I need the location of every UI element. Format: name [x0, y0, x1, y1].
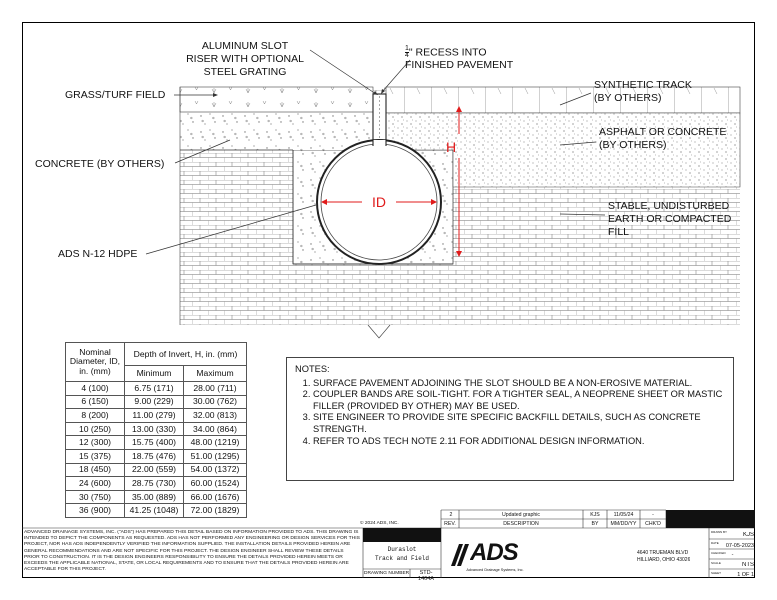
- table-cell-max: 28.00 (711): [184, 382, 247, 396]
- table-cell-min: 22.00 (559): [125, 463, 184, 477]
- disclaimer-text: ADVANCED DRAINAGE SYSTEMS, INC. ("ADS") HAS PREPARED THIS DETAIL BASED ON INFORMATION PROVIDED TO ADS. THIS DRAWING IS INTENDED TO DEPICT THE COMPONENTS AS REQUESTED. ADS HAS NOT PERFORMED ANY ENGINEERING OR DESIGN SERVICES FOR THIS PROJECT, NOR HAS ADS INDEPENDENTLY VERIFIED THE INFORMATION SUPPLIED. THE INSTALLATION DETAILS PROVIDED HEREIN ARE GENERAL RECOMMENDATIONS AND ARE NOT SPECIFIC FOR THIS PROJECT. THE DESIGN ENGINEER SHALL REVIEW THESE DETAILS PRIOR TO CONSTRUCTION. IT IS THE DESIGN ENGINEERS RESPONSIBILITY TO ENSURE THE DETAILS PROVIDED HEREIN MEETS OR EXCEEDS THE APPLICABLE NATIONAL, STATE, OR LOCAL REQUIREMENTS AND TO ENSURE THAT THE DETAILS PROVIDED HEREIN ARE ACCEPTABLE FOR THIS PROJECT.: [24, 530, 360, 573]
- date-label: DATE: [711, 541, 719, 545]
- label-aluminum-slot-riser: ALUMINUM SLOT RISER WITH OPTIONAL STEEL GRATING: [186, 40, 304, 78]
- table-row: [66, 382, 247, 396]
- table-row: [66, 504, 247, 518]
- scale-label: SCALE: [711, 561, 721, 565]
- ads-logo-tagline: Advanced Drainage Systems, Inc.: [466, 568, 524, 572]
- table-cell-min: 6.75 (171): [125, 382, 184, 396]
- header-description: DESCRIPTION: [503, 521, 539, 527]
- table-cell-diameter: 30 (750): [66, 490, 125, 504]
- table-row: [66, 436, 247, 450]
- h-dimension-label: H: [446, 139, 457, 155]
- table-cell-max: 48.00 (1219): [184, 436, 247, 450]
- label-synthetic-track: SYNTHETIC TRACK (BY OTHERS): [594, 79, 692, 104]
- rev-date: 11/05/24: [613, 512, 634, 518]
- table-cell-diameter: 8 (200): [66, 409, 125, 423]
- drawn-by-label: DRAWN BY: [711, 530, 728, 534]
- note-item: 2. COUPLER BANDS ARE SOIL-TIGHT. FOR A TIGHTER SEAL, A NEOPRENE SHEET OR MASTIC FILLER (PROVIDED BY OTHER) MAY BE USED.: [313, 389, 725, 412]
- table-cell-min: 13.00 (330): [125, 422, 184, 436]
- table-cell-min: 41.25 (1048): [125, 504, 184, 518]
- note-item: 3. SITE ENGINEER TO PROVIDE SITE SPECIFIC BACKFILL DETAILS, SUCH AS CONCRETE STRENGTH.: [313, 412, 725, 435]
- table-row: [66, 490, 247, 504]
- notes-box: [286, 357, 734, 481]
- table-cell-diameter: 36 (900): [66, 504, 125, 518]
- copyright: © 2024 ADS, INC.: [360, 521, 399, 526]
- table-cell-max: 32.00 (813): [184, 409, 247, 423]
- drawing-date: 07-05-2023: [725, 543, 754, 549]
- table-cell-min: 35.00 (889): [125, 490, 184, 504]
- table-cell-max: 34.00 (864): [184, 422, 247, 436]
- table-cell-min: 11.00 (279): [125, 409, 184, 423]
- notes-title: NOTES:: [295, 364, 330, 374]
- drawing-number-label: DRAWING NUMBER: [364, 571, 410, 576]
- note-item: 4. REFER TO ADS TECH NOTE 2.11 FOR ADDITIONAL DESIGN INFORMATION.: [313, 436, 725, 448]
- id-dimension-label: ID: [372, 194, 386, 210]
- table-cell-max: 51.00 (1295): [184, 449, 247, 463]
- product-title: Duraslot Track and Field: [374, 546, 429, 562]
- header-by: BY: [591, 521, 599, 527]
- drawn-by: KJS: [742, 532, 754, 538]
- checked-label: CHECKED: [711, 551, 726, 555]
- table-cell-diameter: 4 (100): [66, 382, 125, 396]
- label-concrete: CONCRETE (BY OTHERS): [35, 158, 165, 170]
- table-cell-diameter: 24 (600): [66, 477, 125, 491]
- label-asphalt-concrete: ASPHALT OR CONCRETE (BY OTHERS): [599, 126, 727, 151]
- table-row: [66, 409, 247, 423]
- label-ads-n12-hdpe: ADS N-12 HDPE: [58, 248, 138, 260]
- rev-checked: -: [652, 512, 654, 518]
- table-cell-diameter: 12 (300): [66, 436, 125, 450]
- table-cell-max: 60.00 (1524): [184, 477, 247, 491]
- table-cell-max: 66.00 (1676): [184, 490, 247, 504]
- company-address: 4640 TRUEMAN BLVD HILLIARD, OHIO 43026: [637, 550, 691, 563]
- note-item: 1. SURFACE PAVEMENT ADJOINING THE SLOT SHOULD BE A NON-EROSIVE MATERIAL.: [313, 378, 725, 390]
- header-rev: REV.: [444, 521, 456, 527]
- table-cell-max: 54.00 (1372): [184, 463, 247, 477]
- table-header-min: Minimum: [125, 366, 184, 382]
- header-checked: CHK'D: [645, 521, 661, 527]
- rev-description: Updated graphic: [501, 512, 541, 518]
- label-stable-earth: STABLE, UNDISTURBED EARTH OR COMPACTED FILL: [608, 200, 732, 238]
- table-cell-max: 30.00 (762): [184, 395, 247, 409]
- sheet-label: SHEET: [711, 571, 722, 575]
- table-cell-min: 28.75 (730): [125, 477, 184, 491]
- table-row: [66, 477, 247, 491]
- table-header-diameter: Nominal Diameter, ID, in. (mm): [66, 343, 125, 382]
- table-cell-min: 18.75 (476): [125, 449, 184, 463]
- table-row: [66, 449, 247, 463]
- drawing-scale: NTS: [742, 562, 754, 568]
- table-row: [66, 395, 247, 409]
- table-header-max: Maximum: [184, 366, 247, 382]
- table-header-depth: Depth of Invert, H, in. (mm): [125, 343, 247, 366]
- rev-by: KJS: [590, 512, 600, 518]
- sheet-number: 1 OF 1: [737, 572, 754, 578]
- table-cell-max: 72.00 (1829): [184, 504, 247, 518]
- rev-number: 2: [449, 512, 453, 518]
- notes-list: [295, 378, 725, 448]
- table-row: [66, 422, 247, 436]
- drawing-number: STD-1464A: [418, 570, 434, 582]
- concrete-slab: [180, 112, 373, 150]
- table-cell-diameter: 15 (375): [66, 449, 125, 463]
- table-cell-min: 9.00 (229): [125, 395, 184, 409]
- invert-depth-table: [65, 342, 247, 518]
- header-date: MM/DD/YY: [610, 521, 637, 527]
- table-cell-diameter: 6 (150): [66, 395, 125, 409]
- checked-by: -: [731, 552, 734, 558]
- ads-logo: ADS: [470, 540, 518, 566]
- grass-turf-layer: [180, 87, 373, 112]
- label-grass-turf-field: GRASS/TURF FIELD: [65, 89, 166, 101]
- table-cell-diameter: 18 (450): [66, 463, 125, 477]
- table-cell-min: 15.75 (400): [125, 436, 184, 450]
- table-cell-diameter: 10 (250): [66, 422, 125, 436]
- table-row: [66, 463, 247, 477]
- label-recess: $\frac{1}{4}$ " RECESS INTO FINISHED PAVEMENT: [405, 45, 514, 72]
